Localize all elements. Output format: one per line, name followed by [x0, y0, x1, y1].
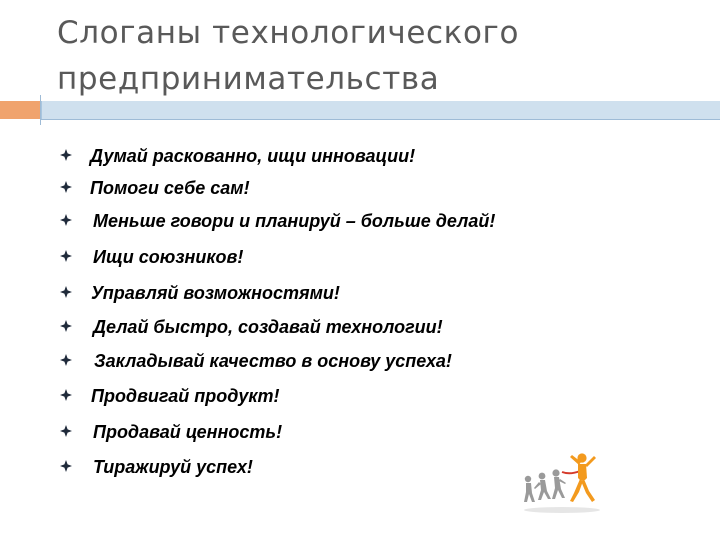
slide-title: [57, 10, 519, 102]
slogan-text: Тиражируй успех!: [93, 457, 253, 477]
diamond-bullet-icon: [60, 149, 72, 161]
slogan-text: Ищи союзников!: [93, 247, 244, 267]
title-accent-blue-bar: [41, 101, 720, 119]
diamond-bullet-icon: [60, 425, 72, 437]
slogan-text: Управляй возможностями!: [91, 283, 340, 303]
diamond-bullet-icon: [60, 214, 72, 226]
diamond-bullet-icon: [60, 320, 72, 332]
diamond-bullet-icon: [60, 286, 72, 298]
title-accent-rule: [41, 119, 720, 120]
slogan-text: Думай раскованно, ищи инновации!: [90, 146, 416, 166]
slide-title-line-1: Слоганы технологического: [57, 15, 520, 51]
diamond-bullet-icon: [60, 460, 72, 472]
slogan-text: Делай быстро, создавай технологии!: [93, 317, 443, 337]
slogan-text: Меньше говори и планируй – больше делай!: [93, 211, 496, 231]
diamond-bullet-icon: [60, 389, 72, 401]
title-accent-divider: [40, 95, 41, 125]
diamond-bullet-icon: [60, 354, 72, 366]
slogan-text: Продавай ценность!: [93, 422, 283, 442]
diamond-bullet-icon: [60, 181, 72, 193]
diamond-bullet-icon: [60, 250, 72, 262]
running-figures-winner-icon: [518, 452, 602, 514]
slogan-text: Закладывай качество в основу успеха!: [94, 351, 452, 371]
slogan-text: Помоги себе сам!: [90, 178, 250, 198]
title-accent-orange-block: [0, 101, 41, 119]
slide-title-line-2: предпринимательства: [57, 61, 440, 97]
slogan-text: Продвигай продукт!: [91, 386, 280, 406]
